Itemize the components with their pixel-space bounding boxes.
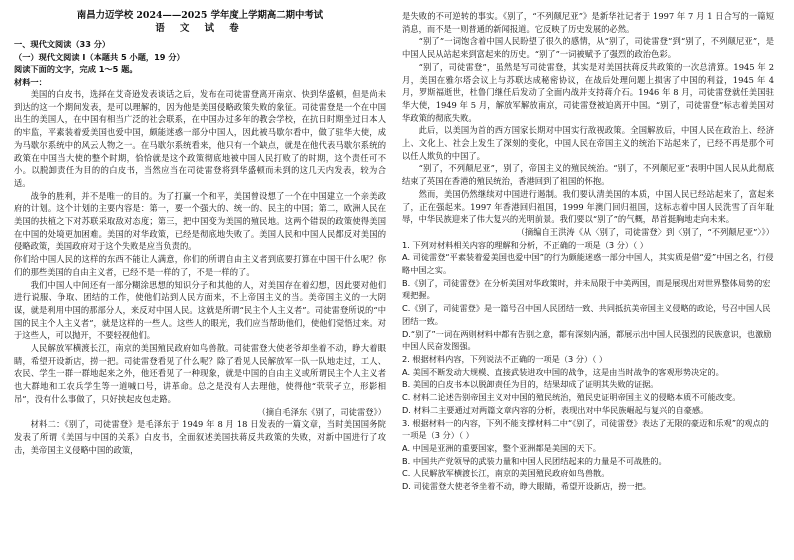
right-column [402,10,774,493]
question-stem: 1. 下列对材料相关内容的理解和分析，不正确的一项是（3 分）（ ） [402,239,648,250]
option-c: C. 人民解放军横渡长江，南京的美国殖民政府如鸟兽散。 [402,468,610,479]
material2-paragraph: 然而，美国仍然继续对中国进行遏制。我们要认清美国的本质，中国人民已经站起来了，富起来了，正在强起来。1997 年香港回归祖国，1999 年澳门回归祖国，这标志着中国人民洗雪了百年耻辱，中华民族迎来了伟大复兴的光明前景。我们要以“别了”的气概，昂首挺胸地走向未来。 [402,188,774,225]
option-b: B. 中国共产党领导的武装力量和中国人民团结起来的力量是不可战胜的。 [402,455,667,466]
sub-heading: （一）现代文阅读 I（本题共 5 小题，19 分） [14,51,185,62]
question-1 [402,239,774,353]
material2-paragraph: 是失败的不可逆转的事实。《别了，“不列颠尼亚”》是新华社记者于 1997 年 7 月 1 日合写的一篇短消息，而不是一则普通的新闻报道。它反映了历史发展的必然。 [402,11,774,34]
material2-paragraph: “别了，不列颠尼亚”，别了，帝国主义的殖民统治。“别了，不列颠尼亚”表明中国人民从此彻底结束了英国在香港的殖民统治，香港回到了祖国的怀抱。 [402,163,774,187]
material-label: 材料一： [14,76,47,87]
exam-title: 南昌力迈学校 2024——2025 学年度上学期高二期中考试 [76,10,324,21]
option-d: D.“别了”一词在两则材料中都有告别之意，都有深刻内涵，都展示出中国人民强烈的民族意识，也激励中国人民奋发图强。 [402,328,772,352]
instruction: 阅读下面的文字，完成 1～5 题。 [14,64,138,74]
left-column [14,10,386,456]
material2-paragraph: “别了，司徒雷登”，虽然是写司徒雷登，其实是对美国扶蒋反共政策的一次总清算。1945 年 2 月，美国在雅尔塔会议上与苏联达成秘密协议，在战后处理问题上损害了中国的利益，1945 年 4 月，罗斯福逝世，杜鲁门继任后发动了全面内战并支持蒋介石。1946 年 8 月，司徒雷登就任美国驻华大使，1949 年 5 月，解放军解放南京，司徒雷登被迫离开中国。“别了，司徒雷登”标志着美国对华政策的彻底失败。 [402,61,774,123]
option-d: D. 材料二主要通过对两篇文章内容的分析，表现出对中华民族崛起与复兴的自豪感。 [402,404,709,415]
material1-paragraph: 人民解放军横渡长江，南京的美国殖民政府如鸟兽散。司徒雷登大使老爷却坐着不动，睁大着眼睛，希望开设新店，捞一把。司徒雷登看见了什么呢？除了看见人民解放军一队一队地走过，工人、农民、学生一群一群地起来之外，他还看见了一种现象，就是中国的自由主义或所谓民主个人主义者也大群地和工农兵学生等一道喊口号，讲革命。总之是没有人去理他，使得他“茕茕孑立，形影相吊”，没有什么事做了，只好挟起皮包走路。 [14,343,386,404]
option-a: A. 中国是亚洲的重要国家，整个亚洲都是美国的天下。 [402,442,601,453]
question-stem: 2. 根据材料内容，下列说法不正确的一项是（3 分）（ ） [402,353,608,364]
option-a: A. 美国不断发动大规模、直接武装进攻中国的战争，这是由当时战争的客观形势决定的。 [402,366,724,377]
option-c: C.《别了，司徒雷登》是一篇号召中国人民团结一致、共同抵抗美帝国主义侵略的政论，号召中国人民团结一致。 [402,303,771,326]
question-3 [402,417,774,493]
material1-source: （摘自毛泽东《别了，司徒雷登》） [257,406,386,417]
question-2 [402,353,774,417]
material2-source: （摘编自王洪涛《从〈别了，司徒雷登〉到〈别了，“不列颠尼亚”〉》） [516,226,774,237]
exam-subject: 语 文 试 卷 [155,23,245,34]
material2-paragraph: 此后，以美国为首的西方国家长期对中国实行敌视政策。全国解放后，中国人民在政治上、经济上、文化上、社会上发生了深刻的变化，中国人民在帝国主义的统治下站起来了，已经不再是那个可以任人欺负的中国了。 [402,125,774,161]
material2-paragraph: “别了”一词饱含着中国人民盼望了很久的感情，从“别了，司徒雷登”到“别了，不列颠尼亚”，是中国人民从站起来到富起来的历史。“别了”一词被赋予了强烈的政治色彩。 [402,36,774,60]
material2-lead: 材料二： [30,419,65,430]
question-stem: 3. 根据材料一的内容，下列不能支撑材料二中“《别了，司徒雷登》表达了无限的豪迈和乐观”的观点的一项是（3 分）（ ） [402,417,769,441]
material1-paragraph: 我们中国人中间还有一部分糊涂思想的知识分子和其他的人，对美国存在着幻想，因此要对他们进行说服、争取、团结的工作，使他们站到人民方面来，不上帝国主义的当。美帝国主义的一大阴谋，就是利用中国的那部分人，来反对中国人民。这就是所谓“民主个人主义者”。司徒雷登所说的“中国的民主个人主义者”，就是这样的一些人。这些人的眼光，我们应当帮助他们，使他们觉悟过来。对于这些人，可以抛开，不要轻视他们。 [14,279,386,341]
material2-first: 材料二：《别了，司徒雷登》是毛泽东于 1949 年 8 月 18 日发表的一篇文章，当时美国国务院发表了所谓《美国与中国的关系》白皮书，全面叙述美国扶蒋反共政策的失败，对新中国进行了攻击，美帝国主义侵略中国的政策， [14,419,386,455]
material1-paragraph: 美国的白皮书，选择在艾奇逊发表谈话之后，发布在司徒雷登离开南京、快到华盛顿，但是尚未到达的这一个期间发表，是可以理解的，因为他是美国侵略政策失败的象征。司徒雷登是一个在中国出生的美国人，在中国有相当广泛的社会联系，在中国办过多年的教会学校，在抗日时期坐过日本人的牢监，平素装着爱美国也爱中国，颇能迷惑一部分中国人，因此被马歇尔看中，做了驻华大使，成为马歇尔系统中的风云人物之一。在马歇尔系统看来，他只有一个缺点，就是在他代表马歇尔系统的政策在中国当大使的整个时期，恰恰就是这个政策彻底地被中国人民打败了的时期，这个责任可不小。以脱卸责任为目的的白皮书，当然应当在司徒雷登将到华盛顿而未到的这几天内发表，较为合适。 [14,89,386,188]
option-b: B.《别了，司徒雷登》在分析美国对华政策时，并未局限于中美两国，而是展现出对世界整体局势的宏观把握。 [402,277,771,301]
option-c: C. 材料二论述告别帝国主义对中国的殖民统治，殖民史证明帝国主义的侵略本质不可能改变。 [402,392,741,403]
material1-paragraph: 战争的胜利，并不是唯一的目的。为了打赢一个和平，美国曾设想了一个在中国建立一个亲美政府的计划。这个计划的主要内容是：第一，要一个强大的、统一的、民主的中国；第二，欧洲人民在美国的扶植之下对苏联采取敌对态度；第三，把中国变为美国的殖民地。这两个错误的政策使得美国在中国的处境更加困难。美国的对华政策，已经是彻底地失败了。美国人民和中国人民都反对美国的侵略政策，美国政府对于这个失败是应当负责的。 [14,190,386,252]
option-b: B. 美国的白皮书本以脱卸责任为目的，结果却成了证明其失败的证据。 [402,379,659,390]
material1-paragraph: 你们给中国人民的这样的东西不能让人满意，你们的所谓自由主义者到底要打算在中国干什么呢？你们的那些美国的自由主义者，已经不是一样的了，不是一样的了。 [14,254,386,277]
section-heading: 一、现代文阅读（33 分） [14,39,111,49]
option-a: A. 司徒雷登“平素装着爱美国也爱中国”的行为颇能迷惑一部分中国人，其实质是借“爱”中国之名，行侵略中国之实。 [402,252,774,276]
option-d: D. 司徒雷登大使老爷坐着不动，睁大眼睛，希望开设新店，捞一把。 [402,481,651,492]
